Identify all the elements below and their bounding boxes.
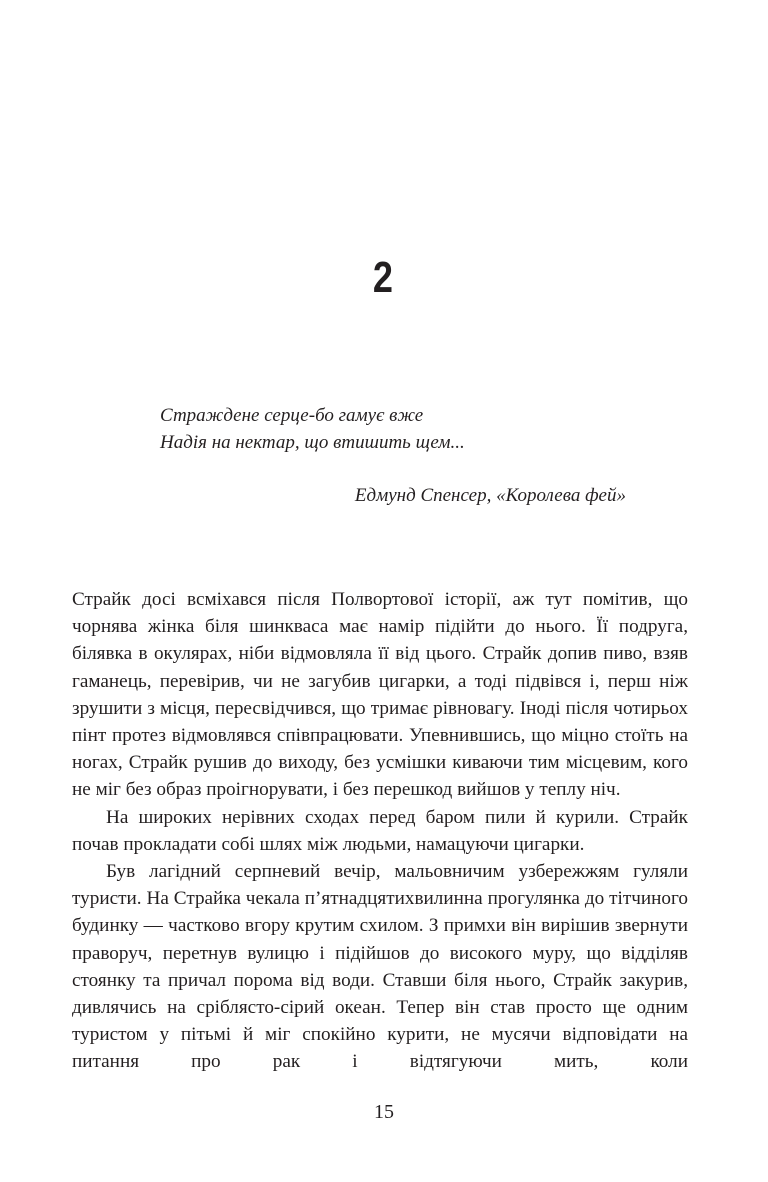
paragraph: На широких нерівних сходах перед баром пили й курили. Страйк почав прокладати собі шлях між людьми, намацуючи цигарки.	[72, 806, 688, 855]
chapter-number: 2	[372, 253, 393, 302]
body-text	[72, 586, 688, 1076]
paragraph: Був лагідний серпневий вечір, мальовничим узбережжям гуляли туристи. На Страйка чекала п’ятнадцятихвилинна прогулянка до тітчиного будинку — частково вгору крутим схилом. З примхи він вирішив звернути праворуч, перетнув вулицю і підійшов до високого муру, що відділяв стоянку та причал порома від води. Ставши біля нього, Страйк закурив, дивлячись на сріблясто-сірий океан. Тепер він став просто ще одним туристом у пітьмі й міг спокійно курити, не мусячи відповідати на питання про рак і відтягуючи мить, коли	[72, 861, 688, 1073]
epigraph-line: Страждене серце-бо гамує вже	[160, 405, 424, 426]
epigraph-attribution: Едмунд Спенсер, «Королева фей»	[354, 485, 626, 506]
epigraph-line: Надія на нектар, що втишить щем...	[160, 432, 465, 453]
paragraph: Страйк досі всміхався після Полвортової історії, аж тут помітив, що чорнява жінка біля шинкваса має намір підійти до нього. Її подруга, білявка в окулярах, ніби відмовляла її від цього. Страйк допив пиво, взяв гаманець, перевірив, чи не загубив цигарки, а тоді підвівся і, перш ніж зрушити з місця, пересвідчився, що тримає рівновагу. Іноді після чотирьох пінт протез відмовлявся співпрацювати. Упевнившись, що міцно стоїть на ногах, Страйк рушив до виходу, без усмішки киваючи тим місцевим, кого не міг без образ проігнорувати, і без перешкод вийшов у теплу ніч.	[72, 589, 688, 801]
epigraph	[160, 402, 630, 456]
page-number: 15	[374, 1101, 394, 1123]
